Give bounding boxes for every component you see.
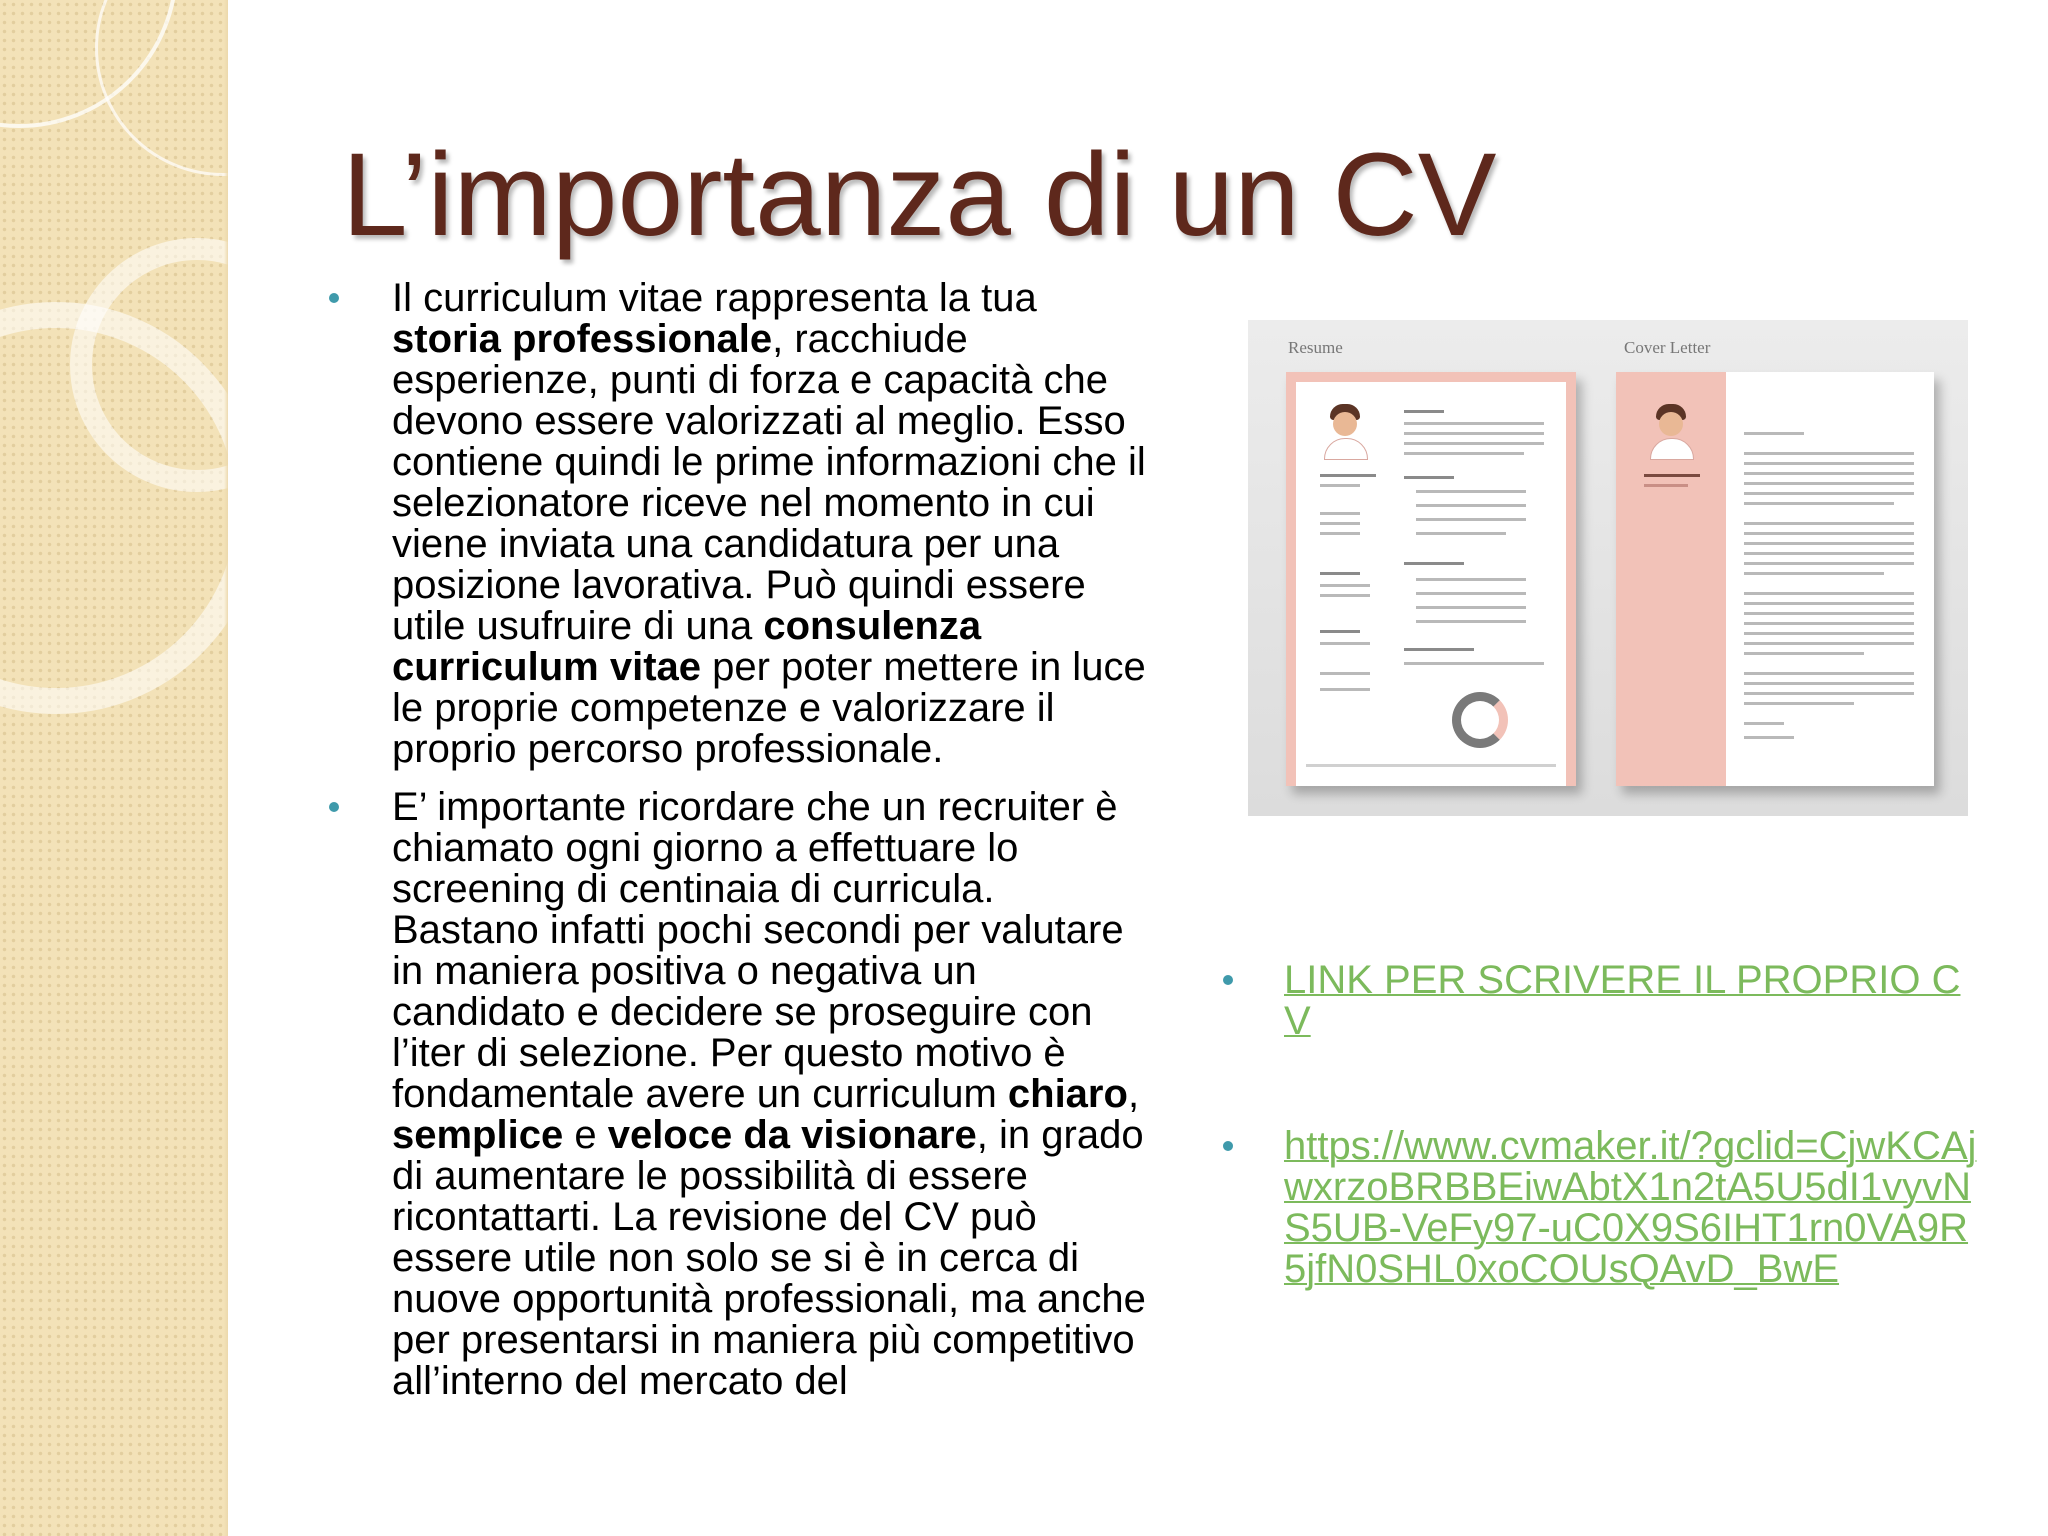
slide-title: L’importanza di un CV bbox=[342, 129, 1497, 261]
image-label-cover-letter: Cover Letter bbox=[1624, 338, 1711, 357]
resume-sheet bbox=[1286, 372, 1576, 786]
cover-letter-sheet bbox=[1616, 372, 1934, 786]
cvmaker-url-link[interactable]: https://www.cvmaker.it/?gclid=CjwKCAjwxrzoBRBBEiwAbtX1n2tA5U5dI1vyvNS5UB-VeFy97-uC0X9S6IHT1rn0VA9R5jfN0SHL0xoCOUsQAvD_BwE bbox=[1284, 1124, 1977, 1291]
bullet-dot-icon bbox=[329, 293, 339, 303]
paragraph-text: E’ importante ricordare che un recruiter è chiamato ogni giorno a effettuare lo screening di centinaia di curricula. Bastano infatti pochi secondi per valutare in maniera positiva o negativa un candidato e decidere se proseguire con l’iter di selezione. Per questo motivo è fondamentale avere un curriculum chiaro, semplice e veloce da visionare, in grado di aumentare le possibilità di essere ricontattarti. La revisione del CV può essere utile non solo se si è in cerca di nuove opportunità professionali, ma anche per presentarsi in maniera più competitivo all’interno del mercato del bbox=[392, 785, 1146, 1403]
decorative-ring bbox=[95, 0, 228, 176]
paragraph-text: Il curriculum vitae rappresenta la tua storia professionale, racchiude esperienze, punti di forza e capacità che devono essere valorizzati al meglio. Esso contiene quindi le prime informazioni che il selezionatore riceve nel momento in cui viene inviata una candidatura per una posizione lavorativa. Può quindi essere utile usufruire di una consulenza curriculum vitae per poter mettere in luce le proprie competenze e valorizzare il proprio percorso professionale. bbox=[392, 276, 1146, 771]
bullet-dot-icon bbox=[1223, 975, 1233, 985]
image-label-resume: Resume bbox=[1288, 338, 1343, 357]
bullet-dot-icon bbox=[1223, 1141, 1233, 1151]
resume-template-image bbox=[1248, 320, 1968, 816]
write-cv-link[interactable]: LINK PER SCRIVERE IL PROPRIO CV bbox=[1284, 958, 1961, 1043]
left-text-column bbox=[326, 278, 1146, 1419]
bullet-dot-icon bbox=[329, 802, 339, 812]
bullet-paragraph bbox=[326, 787, 1146, 1402]
sidebar-edge bbox=[224, 0, 228, 1536]
link-bullet bbox=[1220, 1126, 1980, 1290]
bullet-paragraph bbox=[326, 278, 1146, 770]
decorative-sidebar bbox=[0, 0, 228, 1536]
decorative-ring bbox=[0, 302, 228, 714]
link-bullet bbox=[1220, 960, 1980, 1042]
right-links-column bbox=[1220, 960, 1980, 1290]
